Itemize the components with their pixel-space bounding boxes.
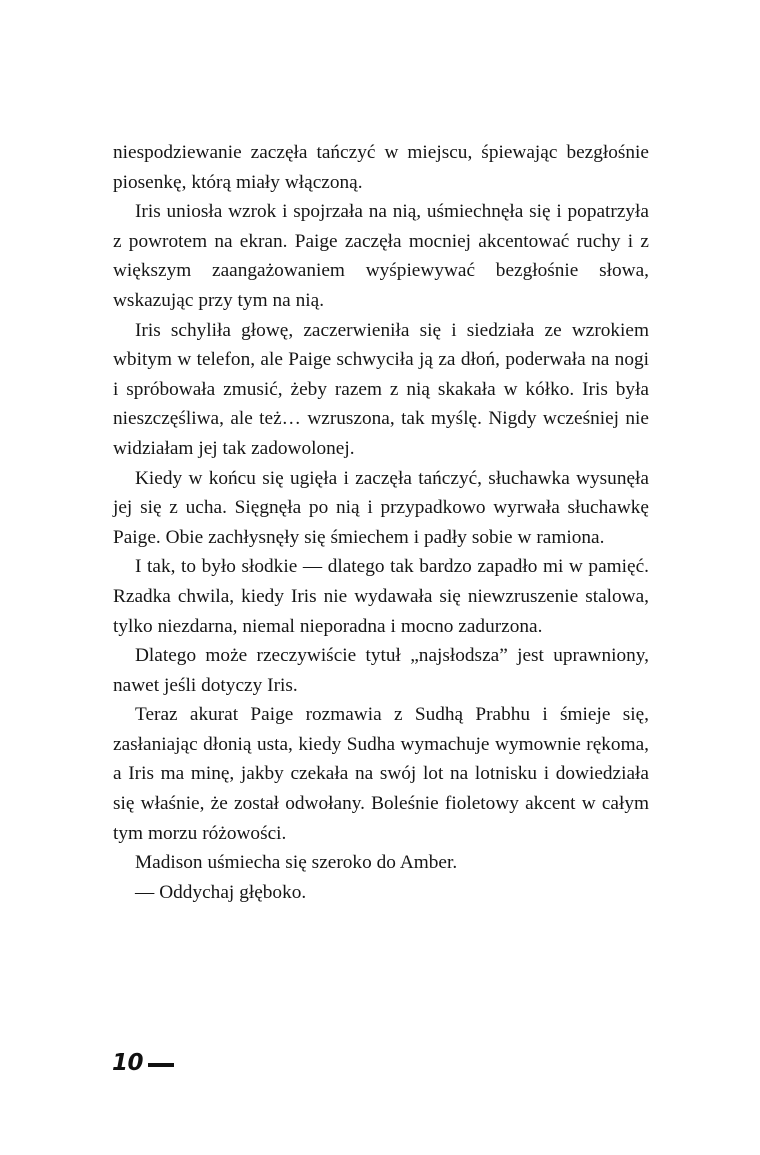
paragraph: Iris schyliła głowę, zaczerwieniła się i siedziała ze wzrokiem wbitym w telefon, ale Paige schwyciła ją za dłoń, poderwała na nogi i spróbowała zmusić, żeby razem z nią skakała w kółko. Iris była nieszczęśliwa, ale też… wzruszona, tak myślę. Nigdy wcześniej nie widziałam jej tak zadowolonej. [113,319,649,459]
paragraph: Kiedy w końcu się ugięła i zaczęła tańczyć, słuchawka wysunęła jej się z ucha. Sięgnęła po nią i przypadkowo wyrwała słuchawkę Paige. Obie zachłysnęły się śmiechem i padły sobie w ramiona. [113,467,649,548]
paragraph: niespodziewanie zaczęła tańczyć w miejscu, śpiewając bezgłośnie piosenkę, którą miały włączoną. [113,142,649,193]
page-folio [112,1052,174,1075]
paragraph: Dlatego może rzeczywiście tytuł „najsłodsza” jest uprawniony, nawet jeśli dotyczy Iris. [113,645,649,696]
paragraph: I tak, to było słodkie — dlatego tak bardzo zapadło mi w pamięć. Rzadka chwila, kiedy Iris nie wydawała się niewzruszenie stalowa, tylko niezdarna, niemal nieporadna i mocno zadurzona. [113,556,649,637]
page-number: 10 [112,1050,144,1076]
body-text-block [113,138,649,907]
paragraph: Iris uniosła wzrok i spojrzała na nią, uśmiechnęła się i popatrzyła z powrotem na ekran. Paige zaczęła mocniej akcentować ruchy i z większym zaangażowaniem wyśpiewywać bezgłośnie słowa, wskazując przy tym na nią. [113,201,649,311]
paragraph: — Oddychaj głęboko. [135,881,307,903]
paragraph: Madison uśmiecha się szeroko do Amber. [135,852,458,874]
paragraph: Teraz akurat Paige rozmawia z Sudhą Prabhu i śmieje się, zasłaniając dłonią usta, kiedy Sudha wymachuje wymownie rękoma, a Iris ma minę, jakby czekała na swój lot na lotnisku i dowiedziała się właśnie, że został odwołany. Boleśnie fioletowy akcent w całym tym morzu różowości. [113,704,649,844]
folio-rule-icon [148,1063,174,1066]
